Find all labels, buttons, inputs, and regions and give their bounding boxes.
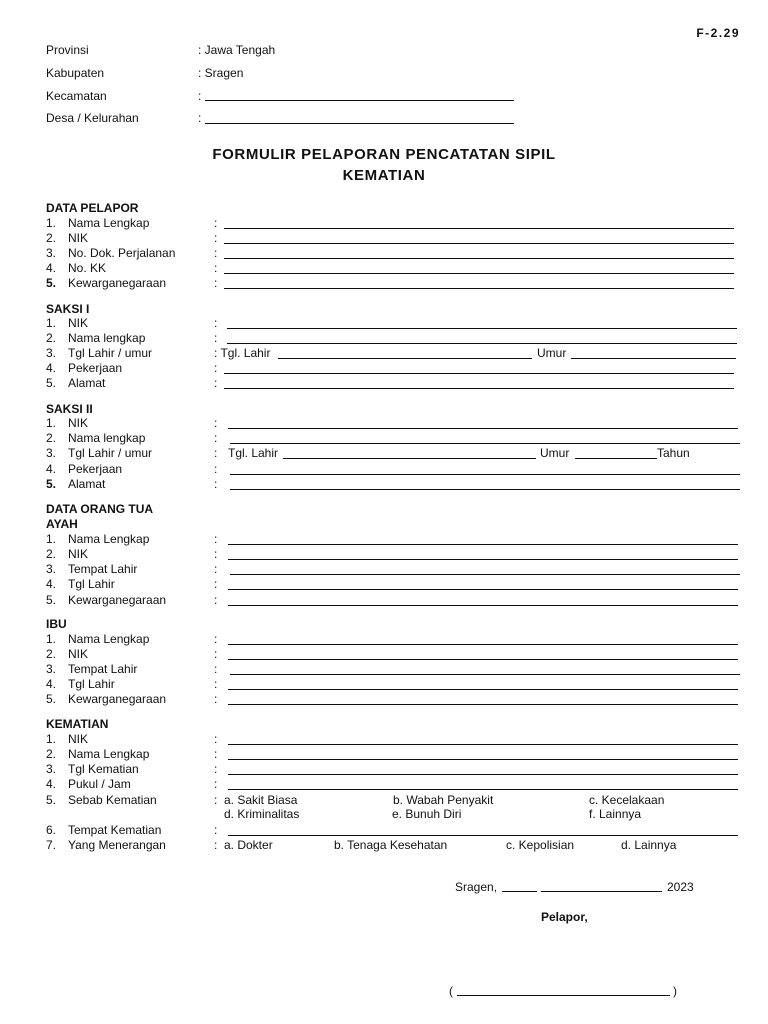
row-number: 4. [46,261,57,275]
row-label: NIK [68,732,89,746]
header-desa-line[interactable] [205,123,514,124]
row-label: Kewarganegaraan [68,276,167,290]
saksi2-row-tgl [46,446,746,461]
row-colon: : [214,261,218,275]
header-kabupaten-value: : Sragen [198,66,244,80]
section-data-pelapor: DATA PELAPOR [46,201,139,215]
signature-place: Sragen, [455,880,498,894]
pelapor-kk-line[interactable] [224,273,734,274]
row-number: 2. [46,231,57,245]
section-ibu: IBU [46,617,67,631]
header-kecamatan-line[interactable] [205,100,514,101]
row-label: Nama Lengkap [68,632,150,646]
ibu-row-tgl-lahir [46,677,746,692]
row-colon: : [214,647,218,661]
row-colon: : [214,231,218,245]
row-label: NIK [68,316,89,330]
header-provinsi-value: : Jawa Tengah [198,43,276,57]
saksi1-tgl-lahir-line[interactable] [278,358,532,359]
row-label: Nama Lengkap [68,747,150,761]
row-number: 3. [46,246,57,260]
row-number: 2. [46,331,57,345]
row-number: 7. [46,838,57,852]
ibu-tempat-lahir-line[interactable] [230,674,740,675]
row-label: Pukul / Jam [68,777,131,791]
row-colon: : [214,562,218,576]
kematian-nik-line[interactable] [228,744,738,745]
saksi1-pekerjaan-line[interactable] [224,373,734,374]
row-colon: : [214,838,218,852]
saksi1-row-nik [46,316,746,331]
row-label: Tgl Lahir / umur [68,446,153,460]
row-label: Pekerjaan [68,462,123,476]
kematian-pukul-line[interactable] [228,789,738,790]
saksi2-umur-line[interactable] [575,458,657,459]
signature-name-line[interactable] [457,995,670,996]
header-provinsi-label: Provinsi [46,43,89,57]
kematian-row-sebab-2 [46,807,746,822]
saksi1-nik-line[interactable] [227,328,737,329]
row-colon: : [214,747,218,761]
saksi1-umur-text: Umur [537,346,567,360]
signature-close-paren: ) [673,984,677,998]
sebab-option-kecelakaan[interactable]: c. Kecelakaan [589,793,665,807]
ibu-row-kewarganegaraan [46,692,746,707]
row-number: 5. [46,793,57,807]
pelapor-row-kk [46,261,746,276]
row-colon: : [214,416,218,430]
row-colon: : [214,462,218,476]
row-label: NIK [68,416,89,430]
row-label: Nama Lengkap [68,216,150,230]
header-kecamatan-colon: : [198,89,202,103]
row-number: 1. [46,532,57,546]
row-number: 1. [46,416,57,430]
row-label: Alamat [68,376,106,390]
row-label: Kewarganegaraan [68,593,167,607]
menerangan-option-tenaga-kesehatan[interactable]: b. Tenaga Kesehatan [334,838,448,852]
ayah-row-nik [46,547,746,562]
kematian-row-nama [46,747,746,762]
row-number: 1. [46,732,57,746]
row-number: 5. [46,692,57,706]
row-colon: : [214,732,218,746]
pelapor-row-kewarganegaraan [46,276,746,291]
saksi2-row-pekerjaan [46,462,746,477]
kematian-nama-line[interactable] [228,759,738,760]
ayah-row-nama [46,532,746,547]
sebab-option-wabah-penyakit[interactable]: b. Wabah Penyakit [393,793,494,807]
row-colon: : [214,246,218,260]
form-code: F-2.29 [696,26,740,40]
row-label: NIK [68,231,89,245]
ibu-nik-line[interactable] [228,659,738,660]
kematian-row-tgl [46,762,746,777]
row-label: NIK [68,647,89,661]
menerangan-option-dokter[interactable]: a. Dokter [224,838,273,852]
row-number: 1. [46,316,57,330]
row-colon: : [214,276,218,290]
ayah-nama-line[interactable] [228,544,738,545]
sebab-option-kriminalitas[interactable]: d. Kriminalitas [224,807,300,821]
pelapor-row-dok [46,246,746,261]
row-colon: : [214,632,218,646]
row-label: Tgl Lahir [68,677,115,691]
ayah-kewarganegaraan-line[interactable] [228,605,738,606]
row-colon: : [214,577,218,591]
row-number: 2. [46,647,57,661]
saksi2-alamat-line[interactable] [230,489,740,490]
row-colon: : [214,777,218,791]
row-number: 3. [46,662,57,676]
row-colon: : [214,692,218,706]
row-number: 5. [46,593,57,607]
row-label: Nama lengkap [68,431,146,445]
pelapor-row-nik [46,231,746,246]
row-number: 3. [46,446,57,460]
signature-year: 2023 [667,880,694,894]
row-colon: : [214,446,218,460]
section-saksi-2: SAKSI II [46,402,93,416]
saksi2-tahun-text: Tahun [657,446,690,460]
saksi1-row-nama [46,331,746,346]
pelapor-nama-line[interactable] [224,228,734,229]
header-desa-colon: : [198,111,202,125]
row-colon: : [214,823,218,837]
signature-month-line[interactable] [541,891,662,892]
ibu-row-tempat-lahir [46,662,746,677]
row-label: Tempat Lahir [68,562,138,576]
saksi2-umur-text: Umur [540,446,570,460]
row-label: Pekerjaan [68,361,123,375]
row-number: 4. [46,777,57,791]
row-label: Nama lengkap [68,331,146,345]
ayah-nik-line[interactable] [228,559,738,560]
row-number: 2. [46,747,57,761]
saksi1-row-pekerjaan [46,361,746,376]
menerangan-option-lainnya[interactable]: d. Lainnya [621,838,677,852]
row-label: Nama Lengkap [68,532,150,546]
row-colon: : [214,762,218,776]
saksi1-tgl-lahir-text: : Tgl. Lahir [214,346,271,360]
signature-open-paren: ( [449,984,453,998]
saksi2-tgl-lahir-text: Tgl. Lahir [228,446,279,460]
row-number: 4. [46,577,57,591]
row-colon: : [214,216,218,230]
row-colon: : [214,677,218,691]
row-number: 4. [46,677,57,691]
row-label: NIK [68,547,89,561]
saksi2-row-nik [46,416,746,431]
row-colon: : [214,431,218,445]
saksi1-alamat-line[interactable] [224,388,734,389]
ayah-row-tempat-lahir [46,562,746,577]
row-colon: : [214,331,218,345]
saksi2-row-nama [46,431,746,446]
row-number: 2. [46,547,57,561]
row-number: 3. [46,346,57,360]
row-label: Alamat [68,477,106,491]
row-label: Yang Menerangan [68,838,166,852]
row-colon: : [214,361,218,375]
pelapor-kewarganegaraan-line[interactable] [224,288,734,289]
section-saksi-1: SAKSI I [46,302,90,316]
row-number: 5. [46,276,57,290]
row-number: 2. [46,431,57,445]
section-kematian: KEMATIAN [46,717,109,731]
kematian-row-pukul [46,777,746,792]
ibu-row-nik [46,647,746,662]
row-label: Sebab Kematian [68,793,157,807]
row-label: Kewarganegaraan [68,692,167,706]
row-number: 5. [46,376,57,390]
pelapor-row-nama [46,216,746,231]
section-ayah: AYAH [46,517,78,531]
sebab-option-bunuh-diri[interactable]: e. Bunuh Diri [392,807,462,821]
ayah-row-kewarganegaraan [46,593,746,608]
row-number: 3. [46,562,57,576]
row-number: 4. [46,462,57,476]
section-data-orang-tua: DATA ORANG TUA [46,502,154,516]
row-colon: : [214,793,218,807]
row-label: Tgl Kematian [68,762,139,776]
header-kabupaten-label: Kabupaten [46,66,105,80]
row-number: 6. [46,823,57,837]
menerangan-option-kepolisian[interactable]: c. Kepolisian [506,838,575,852]
row-number: 1. [46,632,57,646]
row-label: Tempat Lahir [68,662,138,676]
saksi1-umur-line[interactable] [571,358,736,359]
sebab-option-lainnya[interactable]: f. Lainnya [589,807,642,821]
sebab-option-sakit-biasa[interactable]: a. Sakit Biasa [224,793,298,807]
kematian-row-menerangan [46,838,746,853]
saksi2-pekerjaan-line[interactable] [230,474,740,475]
row-colon: : [214,593,218,607]
row-label: Tgl Lahir / umur [68,346,153,360]
pelapor-dok-line[interactable] [224,258,734,259]
saksi1-row-alamat [46,376,746,391]
row-colon: : [214,376,218,390]
row-colon: : [214,532,218,546]
row-colon: : [214,477,218,491]
kematian-row-nik [46,732,746,747]
ayah-tempat-lahir-line[interactable] [230,574,740,575]
row-number: 4. [46,361,57,375]
saksi1-row-tgl [46,346,746,361]
ibu-row-nama [46,632,746,647]
ayah-row-tgl-lahir [46,577,746,592]
row-number: 5. [46,477,57,491]
row-label: No. KK [68,261,107,275]
ibu-tgl-lahir-line[interactable] [228,689,738,690]
row-colon: : [214,662,218,676]
saksi2-row-alamat [46,477,746,492]
row-colon: : [214,547,218,561]
form-subtitle: KEMATIAN [342,167,426,184]
saksi1-nama-line[interactable] [227,343,737,344]
saksi2-tgl-lahir-line[interactable] [283,458,536,459]
kematian-row-tempat [46,823,746,838]
signature-day-line[interactable] [502,891,537,892]
ibu-kewarganegaraan-line[interactable] [228,704,738,705]
pelapor-nik-line[interactable] [224,243,734,244]
saksi2-nama-line[interactable] [230,443,740,444]
row-label: Tgl Lahir [68,577,115,591]
kematian-tempat-line[interactable] [228,835,738,836]
signature-role: Pelapor, [541,910,588,924]
row-number: 1. [46,216,57,230]
header-desa-label: Desa / Kelurahan [46,111,139,125]
row-colon: : [214,316,218,330]
row-number: 3. [46,762,57,776]
row-label: No. Dok. Perjalanan [68,246,176,260]
ibu-nama-line[interactable] [228,644,738,645]
ayah-tgl-lahir-line[interactable] [228,589,738,590]
form-title: FORMULIR PELAPORAN PENCATATAN SIPIL [212,146,556,163]
saksi2-nik-line[interactable] [228,428,738,429]
kematian-row-sebab [46,793,746,808]
kematian-tgl-line[interactable] [228,774,738,775]
row-label: Tempat Kematian [68,823,162,837]
header-kecamatan-label: Kecamatan [46,89,107,103]
